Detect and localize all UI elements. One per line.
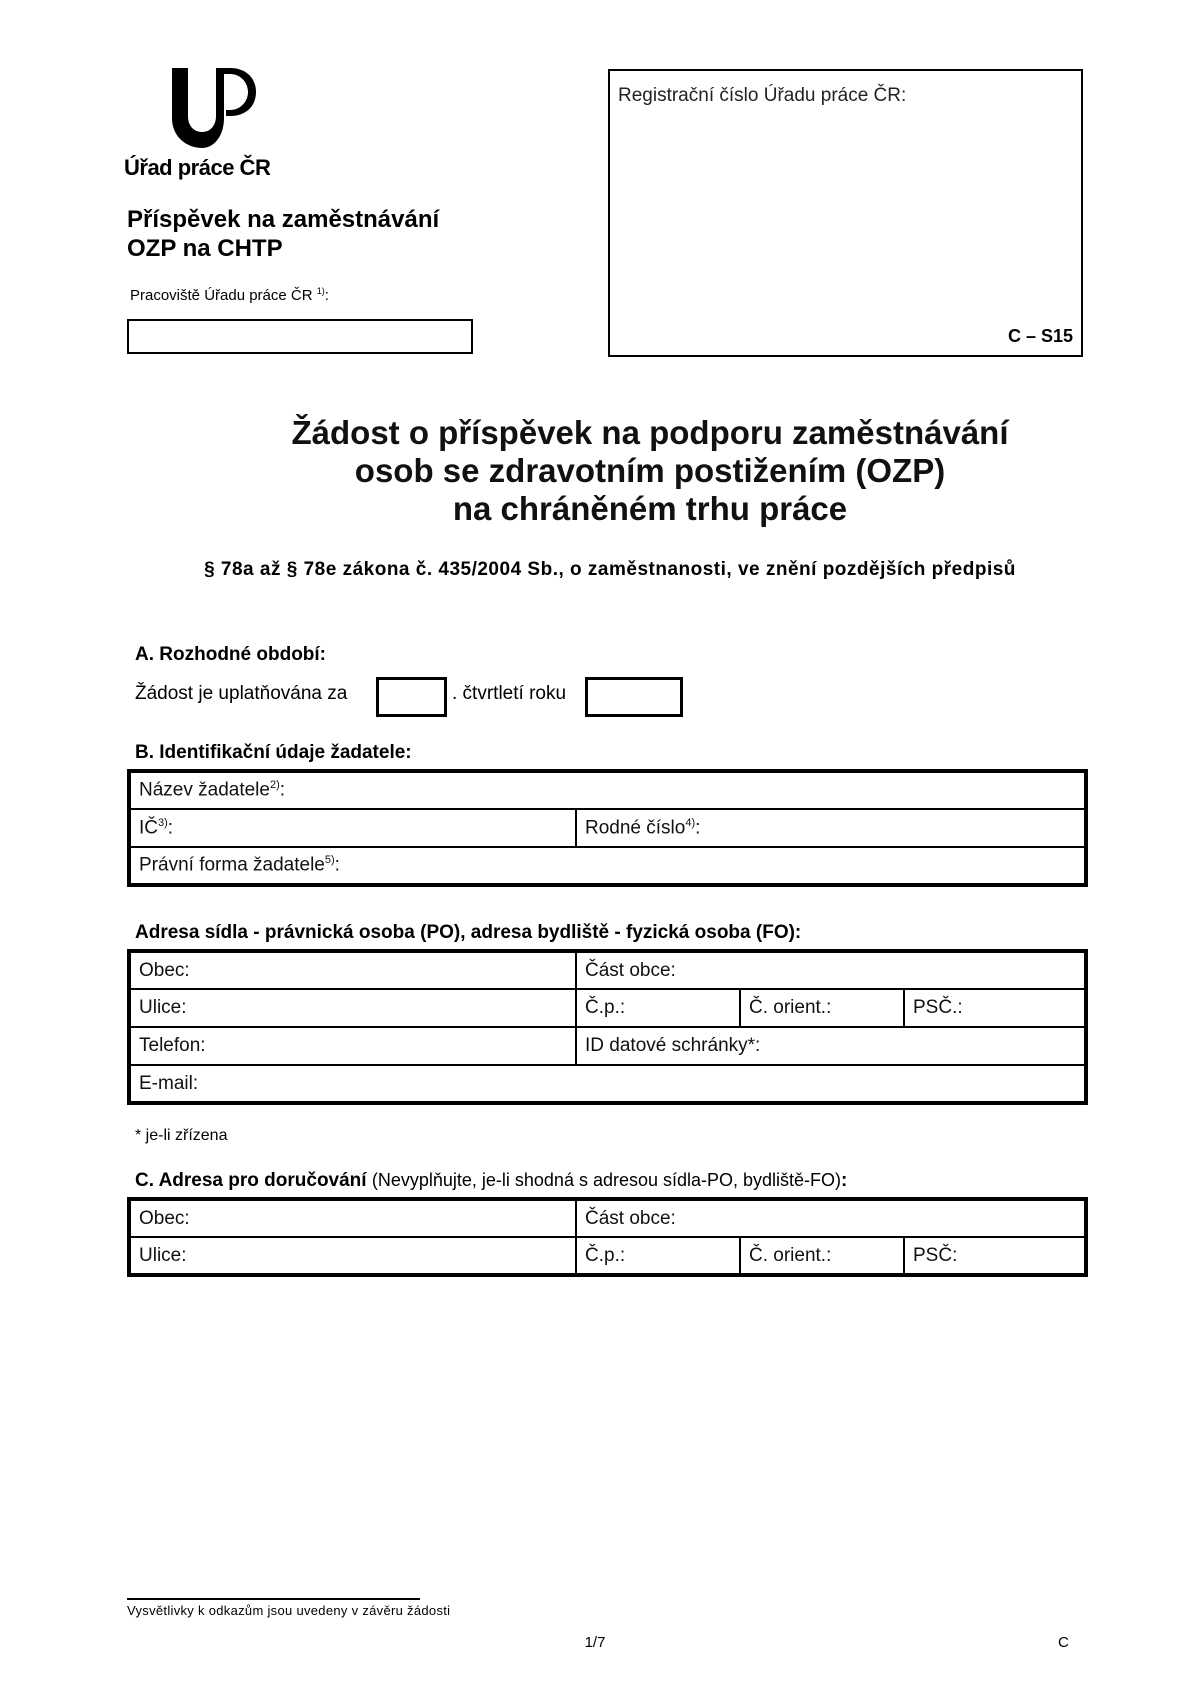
logo-text: Úřad práce ČR <box>124 155 271 180</box>
colon: : <box>279 779 286 801</box>
quarter-input[interactable] <box>376 677 447 717</box>
birth-number-label: Rodné číslo <box>585 817 686 839</box>
address-heading: Adresa sídla - právnická osoba (PO), adresa bydliště - fyzická osoba (FO): <box>135 922 802 943</box>
table-row <box>129 847 1086 885</box>
obec-field[interactable]: Obec: <box>129 951 576 989</box>
year-input[interactable] <box>585 677 683 717</box>
workplace-label: Pracoviště Úřadu práce ČR $^{1)}$: <box>130 286 329 304</box>
applicant-id-table <box>127 769 1088 887</box>
section-c-heading-note: (Nevyplňujte, je-li shodná s adresou sídla-PO, bydliště-FO) <box>371 1170 842 1190</box>
colon: : <box>695 817 701 839</box>
form-code: C – S15 <box>1007 326 1073 346</box>
registration-number-box[interactable] <box>608 69 1083 357</box>
delivery-psc-field[interactable]: PSČ: <box>904 1237 1086 1275</box>
registration-number-label: Registrační číslo Úřadu práce ČR: <box>618 85 907 106</box>
legal-form-label: Právní forma žadatele <box>139 854 325 876</box>
main-title-line3: na chráněném trhu práce <box>452 490 848 527</box>
table-row <box>129 771 1086 809</box>
delivery-ulice-field[interactable]: Ulice: <box>129 1237 576 1275</box>
colon: : <box>334 854 340 876</box>
birth-number-ref: 4) <box>685 816 696 829</box>
page-number: 1/7 <box>584 1634 606 1651</box>
ulice-field[interactable]: Ulice: <box>129 989 576 1027</box>
colon: : <box>167 817 174 839</box>
period-text-after: . čtvrtletí roku <box>452 683 567 704</box>
section-c-heading-colon: : <box>841 1170 848 1191</box>
document-type-line2: OZP na CHTP <box>127 235 283 262</box>
footnote-divider <box>127 1598 420 1600</box>
section-a-heading: A. Rozhodné období: <box>135 644 327 665</box>
main-title-line1: Žádost o příspěvek na podporu zaměstnávání <box>291 414 1009 451</box>
document-type <box>127 205 439 263</box>
document-type-line1: Příspěvek na zaměstnávání <box>127 206 440 233</box>
applicant-name-ref: 2) <box>269 779 280 792</box>
email-field[interactable]: E-mail: <box>129 1065 1086 1103</box>
cislo-popisne-field[interactable]: Č.p.: <box>576 989 740 1027</box>
section-b-heading: B. Identifikační údaje žadatele: <box>135 742 412 763</box>
address-table <box>127 949 1088 1105</box>
table-row <box>129 1199 1086 1237</box>
table-row <box>129 1027 1086 1065</box>
ic-field[interactable] <box>129 809 576 847</box>
workplace-label-text: Pracoviště Úřadu práce ČR <box>130 287 313 304</box>
section-c-heading <box>135 1170 847 1192</box>
urad-prace-logo-icon <box>166 66 258 150</box>
datova-schranka-field[interactable]: ID datové schránky*: <box>576 1027 1086 1065</box>
workplace-field[interactable] <box>127 319 473 354</box>
table-row <box>129 1065 1086 1103</box>
cislo-orientacni-field[interactable]: Č. orient.: <box>740 989 904 1027</box>
table-row <box>129 809 1086 847</box>
delivery-obec-field[interactable]: Obec: <box>129 1199 576 1237</box>
footnote-text: Vysvětlivky k odkazům jsou uvedeny v závěru žádosti <box>127 1603 451 1618</box>
table-row <box>129 989 1086 1027</box>
delivery-cislo-orientacni-field[interactable]: Č. orient.: <box>740 1237 904 1275</box>
birth-number-field[interactable] <box>576 809 1086 847</box>
page-code: C <box>1058 1634 1069 1651</box>
cast-obce-field[interactable]: Část obce: <box>576 951 1086 989</box>
delivery-cast-obce-field[interactable]: Část obce: <box>576 1199 1086 1237</box>
table-row <box>129 951 1086 989</box>
delivery-cislo-popisne-field[interactable]: Č.p.: <box>576 1237 740 1275</box>
databox-note: * je-li zřízena <box>135 1127 228 1144</box>
ic-label: IČ <box>139 817 158 839</box>
main-title-line2: osob se zdravotním postižením (OZP) <box>354 452 946 489</box>
legal-form-field[interactable] <box>129 847 1086 885</box>
workplace-footnote-ref: 1) <box>316 286 325 296</box>
psc-field[interactable]: PSČ.: <box>904 989 1086 1027</box>
section-c-heading-text: C. Adresa pro doručování <box>135 1170 367 1191</box>
applicant-name-field[interactable] <box>129 771 1086 809</box>
delivery-address-table <box>127 1197 1088 1277</box>
applicant-name-label: Název žadatele <box>139 779 270 801</box>
table-row <box>129 1237 1086 1275</box>
ic-ref: 3) <box>158 816 168 829</box>
main-title <box>100 414 1200 528</box>
legal-reference: § 78a až § 78e zákona č. 435/2004 Sb., o zaměstnanosti, ve znění pozdějších předpisů <box>204 559 1016 580</box>
period-text-before: Žádost je uplatňována za <box>135 683 348 704</box>
telefon-field[interactable]: Telefon: <box>129 1027 576 1065</box>
legal-form-ref: 5) <box>324 854 335 867</box>
